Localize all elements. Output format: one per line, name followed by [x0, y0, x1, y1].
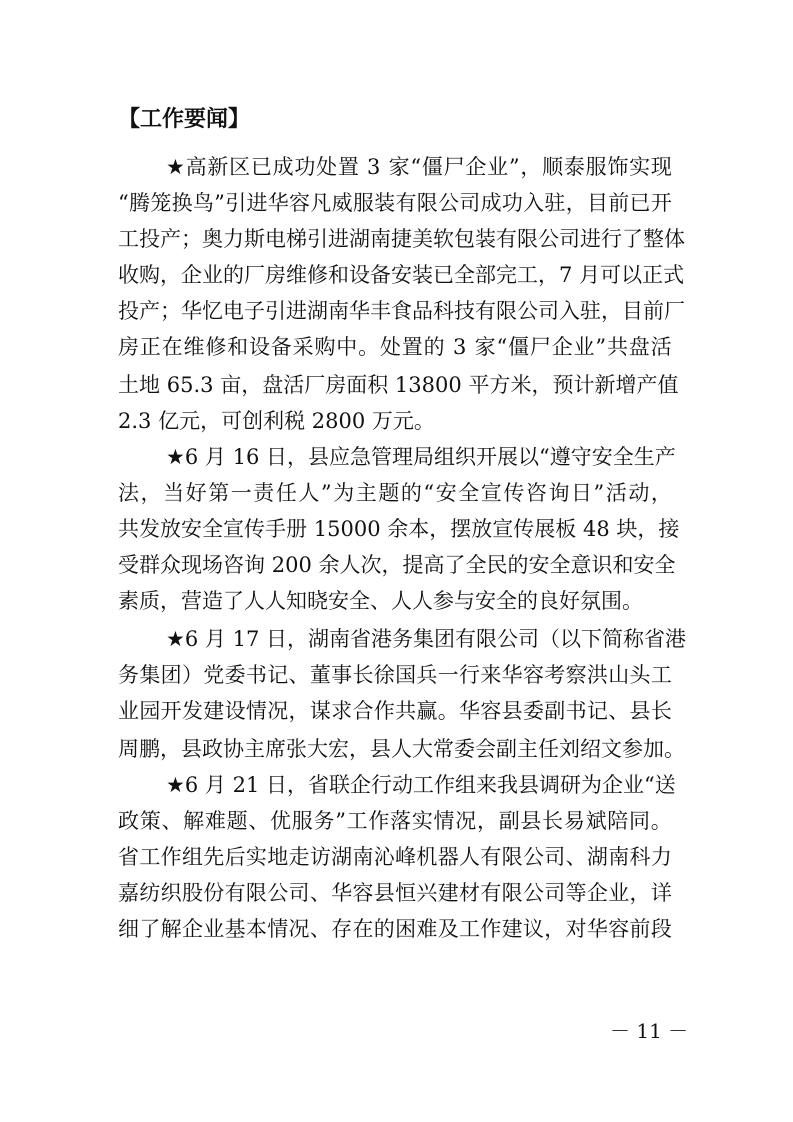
paragraph-line: 收 购 ， 企 业 的 厂 房 维 修 和 设 备 安 装 已 全 部 完 工 ， 7 月 可 以 正 式: [118, 263, 685, 287]
section-title: 【工作要闻】: [118, 106, 251, 132]
paragraph-line: 2.3 亿元，可创利税 2800 万元。: [118, 409, 435, 433]
paragraph-line: ★ 6 月 1 7 日 ， 湖 南 省 港 务 集 团 有 限 公 司 （ 以 下 简 称 省 港: [166, 627, 687, 651]
paragraph-line: 工 投 产 ； 奥 力 斯 电 梯 引 进 湖 南 捷 美 软 包 装 有 限 公 司 进 行 了 整 体: [118, 227, 685, 251]
paragraph-line: 政 策 、 解 难 题 、 优 服 务 ” 工 作 落 实 情 况 ， 副 县 长 易 斌 陪 同 。: [118, 809, 672, 833]
paragraph-line: 务 集 团 ） 党 委 书 记 、 董 事 长 徐 国 兵 一 行 来 华 容 考 察 洪 山 头 工: [118, 663, 672, 687]
paragraph-line: 受 群 众 现 场 咨 询 2 0 0 余 人 次 ， 提 高 了 全 民 的 安 全 意 识 和 安 全: [118, 553, 676, 577]
paragraph-line: 素质，营造了人人知晓安全、人人参与安全的良好氛围。: [118, 589, 643, 613]
paragraph-line: 土 地 6 5 . 3 亩 ， 盘 活 厂 房 面 积 1 3 8 0 0 平 方 米 ， 预 计 新 增 产 值: [118, 373, 679, 397]
page-number: － 11 －: [610, 1019, 689, 1043]
paragraph-line: ★ 6 月 2 1 日 ， 省 联 企 行 动 工 作 组 来 我 县 调 研 为 企 业 “ 送: [166, 773, 676, 797]
paragraph-line: 嘉 纺 织 股 份 有 限 公 司 、 华 容 县 恒 兴 建 材 有 限 公 司 等 企 业 ， 详: [118, 881, 672, 905]
paragraph-line: ★ 高 新 区 已 成 功 处 置 3 家 “ 僵 尸 企 业 ” ， 顺 泰 服 饰 实 现: [166, 155, 672, 179]
paragraph-line: “ 腾 笼 换 鸟 ” 引 进 华 容 凡 威 服 装 有 限 公 司 成 功 入 驻 ， 目 前 已 开: [118, 191, 672, 215]
paragraph-line: 投 产 ； 华 忆 电 子 引 进 湖 南 华 丰 食 品 科 技 有 限 公 司 入 驻 ， 目 前 厂: [118, 299, 685, 323]
paragraph-line: 共 发 放 安 全 宣 传 手 册 1 5 0 0 0 余 本 ， 摆 放 宣 传 展 板 4 8 块 ， 接: [118, 517, 680, 541]
paragraph-line: 房 正 在 维 修 和 设 备 采 购 中 。 处 置 的 3 家 “ 僵 尸 企 业 ” 共 盘 活: [118, 335, 672, 359]
paragraph-line: 业 园 开 发 建 设 情 况 ， 谋 求 合 作 共 赢 。 华 容 县 委 副 书 记 、 县 长: [118, 699, 672, 723]
paragraph-line: ★ 6 月 1 6 日 ， 县 应 急 管 理 局 组 织 开 展 以 “ 遵 守 安 全 生 产: [166, 445, 676, 469]
paragraph-line: 细 了 解 企 业 基 本 情 况 、 存 在 的 困 难 及 工 作 建 议 ， 对 华 容 前 段: [118, 917, 672, 941]
paragraph-line: 省 工 作 组 先 后 实 地 走 访 湖 南 沁 峰 机 器 人 有 限 公 司 、 湖 南 科 力: [118, 845, 672, 869]
paragraph-line: 法 ， 当 好 第 一 责 任 人 ” 为 主 题 的 “ 安 全 宣 传 咨 询 日 ” 活 动 ，: [118, 481, 672, 505]
paragraph-line: 周 鹏 ， 县 政 协 主 席 张 大 宏 ， 县 人 大 常 委 会 副 主 任 刘 绍 文 参 加 。: [118, 737, 685, 761]
